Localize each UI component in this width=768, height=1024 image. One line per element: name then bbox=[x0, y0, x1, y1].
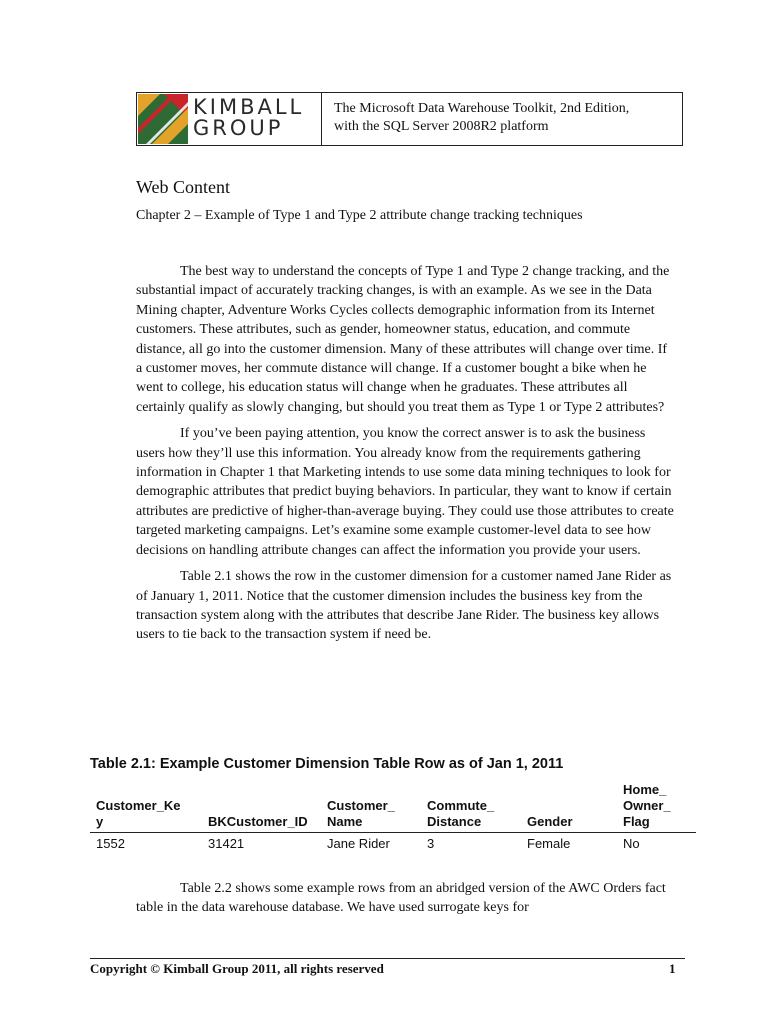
column-header-line: BKCustomer_ID bbox=[208, 814, 308, 829]
table-caption: Table 2.1: Example Customer Dimension Table Row as of Jan 1, 2011 bbox=[90, 756, 564, 772]
body-text bbox=[136, 262, 676, 652]
column-header-line: Commute_ bbox=[427, 798, 495, 813]
logo-line-kimball: KIMBALL bbox=[193, 95, 305, 119]
column-header bbox=[96, 798, 181, 830]
chapter-subtitle: Chapter 2 – Example of Type 1 and Type 2 attribute change tracking techniques bbox=[136, 208, 583, 223]
body-text-continued bbox=[136, 879, 676, 918]
kimball-group-logo bbox=[137, 93, 322, 145]
table-cell: Female bbox=[527, 836, 571, 851]
table-cell: 3 bbox=[427, 836, 435, 851]
column-header-line: y bbox=[96, 814, 104, 829]
column-header-line: Flag bbox=[623, 814, 650, 829]
column-header bbox=[623, 782, 671, 830]
logo-line-group: GROUP bbox=[193, 116, 284, 140]
column-header-line: Customer_ bbox=[327, 798, 395, 813]
paragraph: If you’ve been paying attention, you know the correct answer is to ask the business users how they’ll use this information. You already know from the requirements gathering information in Chapter 1 that Marketing intends to use some data mining techniques to look for demographic attributes that predict buying behaviors. In particular, they want to know if certain attributes are predictive of higher-than-average buying. They could use those attributes to create targeted marketing campaigns. Let’s examine some example customer-level data to see how decisions on handling attribute changes can affect the information you provide your users. bbox=[136, 426, 674, 558]
footer-copyright: Copyright © Kimball Group 2011, all rights reserved bbox=[90, 961, 384, 976]
kimball-logo-icon bbox=[138, 94, 188, 144]
footer-divider bbox=[90, 958, 685, 959]
column-header-line: Gender bbox=[527, 814, 573, 829]
book-header bbox=[136, 92, 683, 146]
logo-wordmark bbox=[193, 97, 304, 139]
column-header bbox=[208, 814, 308, 830]
table-cell: No bbox=[623, 836, 640, 851]
book-title-line-1: The Microsoft Data Warehouse Toolkit, 2nd Edition, bbox=[334, 101, 630, 116]
column-header-line: Owner_ bbox=[623, 798, 671, 813]
column-header bbox=[327, 798, 395, 830]
column-header bbox=[427, 798, 494, 830]
table-row bbox=[90, 833, 696, 853]
table-header-row bbox=[90, 780, 696, 833]
table-cell: 31421 bbox=[208, 836, 245, 851]
column-header-line: Distance bbox=[427, 814, 482, 829]
paragraph: Table 2.2 shows some example rows from an abridged version of the AWC Orders fact table in the data warehouse database. We have used surrogate keys for bbox=[136, 881, 666, 916]
book-title-line-2: with the SQL Server 2008R2 platform bbox=[334, 119, 549, 134]
section-title: Web Content bbox=[136, 177, 231, 197]
column-header bbox=[527, 814, 573, 830]
column-header-line: Name bbox=[327, 814, 363, 829]
paragraph: Table 2.1 shows the row in the customer dimension for a customer named Jane Rider as of January 1, 2011. Notice that the customer dimension includes the business key from the transaction system along with the attributes that describe Jane Rider. The business key allows users to tie back to the transaction system if need be. bbox=[136, 569, 672, 643]
column-header-line: Home_ bbox=[623, 782, 667, 797]
column-header-line: Customer_Ke bbox=[96, 798, 181, 813]
customer-dimension-table bbox=[90, 780, 696, 853]
paragraph: The best way to understand the concepts of Type 1 and Type 2 change tracking, and the substantial impact of accurately tracking changes, is with an example. As we see in the Data Mining chapter, Adventure Works Cycles collects demographic information from its Internet customers. These attributes, such as gender, homeowner status, education, and commute distance, all go into the customer dimension. Many of these attributes will change over time. If a customer moves, her commute distance will change. If a customer bought a bike when he went to college, his education status will change when he graduates. These attributes all certainly qualify as slowly changing, but should you treat them as Type 1 or Type 2 attributes? bbox=[136, 264, 670, 415]
table-cell: 1552 bbox=[96, 836, 125, 851]
table-cell: Jane Rider bbox=[327, 836, 390, 851]
page-number: 1 bbox=[669, 961, 676, 976]
book-title bbox=[334, 100, 674, 136]
